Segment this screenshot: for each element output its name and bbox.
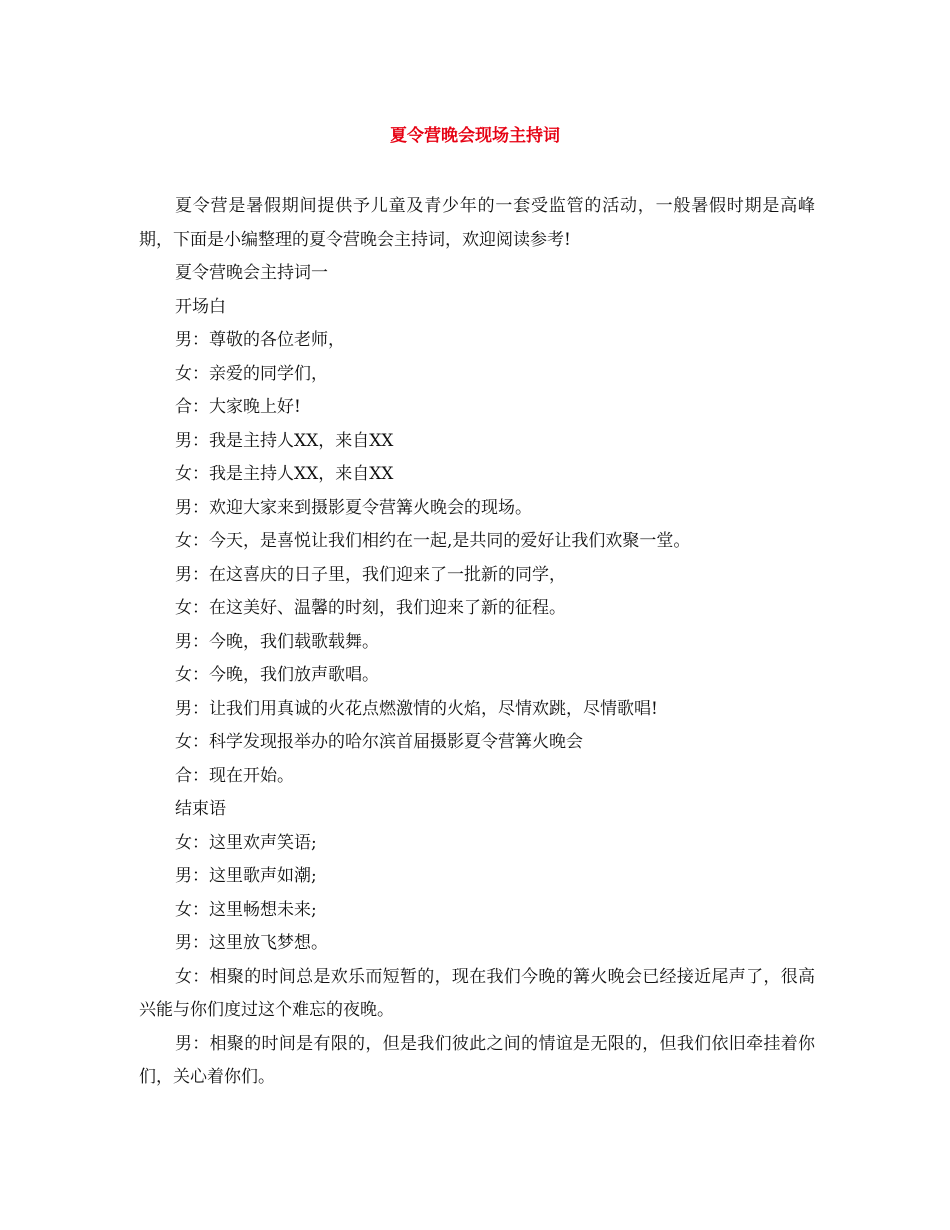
subsection-heading: 开场白 (175, 296, 226, 317)
script-line: 男：在这喜庆的日子里，我们迎来了一批新的同学， (175, 564, 566, 585)
script-line: 女：科学发现报举办的哈尔滨首届摄影夏令营篝火晚会 (175, 732, 583, 752)
script-line: 男：这里歌声如潮; (175, 866, 317, 886)
script-line: 女：今晚，我们放声歌唱。 (175, 665, 379, 685)
script-line: 男：我是主持人XX，来自XX (175, 430, 394, 451)
script-line: 男：今晚，我们载歌载舞。 (175, 631, 379, 652)
script-line: 女：在这美好、温馨的时刻，我们迎来了新的征程。 (175, 598, 566, 618)
document-body (139, 190, 815, 1095)
script-line: 男：这里放飞梦想。 (175, 933, 328, 953)
script-line: 女：今天，是喜悦让我们相约在一起,是共同的爱好让我们欢聚一堂。 (175, 531, 691, 551)
section-heading: 夏令营晚会主持词一 (175, 263, 328, 283)
script-line: 男：尊敬的各位老师， (175, 330, 345, 350)
script-line: 男：相聚的时间是有限的，但是我们彼此之间的情谊是无限的，但我们依旧牵挂着你们，关心着你们。 (139, 1033, 815, 1087)
script-line: 女：我是主持人XX，来自XX (175, 464, 394, 484)
script-line: 合：大家晚上好! (175, 397, 301, 417)
document-title: 夏令营晚会现场主持词 (390, 126, 560, 146)
script-line: 女：这里畅想未来; (175, 899, 317, 920)
script-line: 男：欢迎大家来到摄影夏令营篝火晚会的现场。 (175, 497, 532, 518)
paragraph-intro: 夏令营是暑假期间提供予儿童及青少年的一套受监管的活动，一般暑假时期是高峰期，下面是小编整理的夏令营晚会主持词，欢迎阅读参考! (139, 196, 815, 250)
script-line: 合：现在开始。 (175, 765, 294, 786)
script-line: 女：这里欢声笑语; (175, 832, 317, 853)
script-line: 男：让我们用真诚的火花点燃激情的火焰，尽情欢跳，尽情歌唱! (175, 698, 658, 719)
script-line: 女：相聚的时间总是欢乐而短暂的，现在我们今晚的篝火晚会已经接近尾声了，很高兴能与你们度过这个难忘的夜晚。 (139, 966, 815, 1020)
script-line: 女：亲爱的同学们， (175, 363, 328, 384)
subsection-heading: 结束语 (175, 799, 226, 819)
